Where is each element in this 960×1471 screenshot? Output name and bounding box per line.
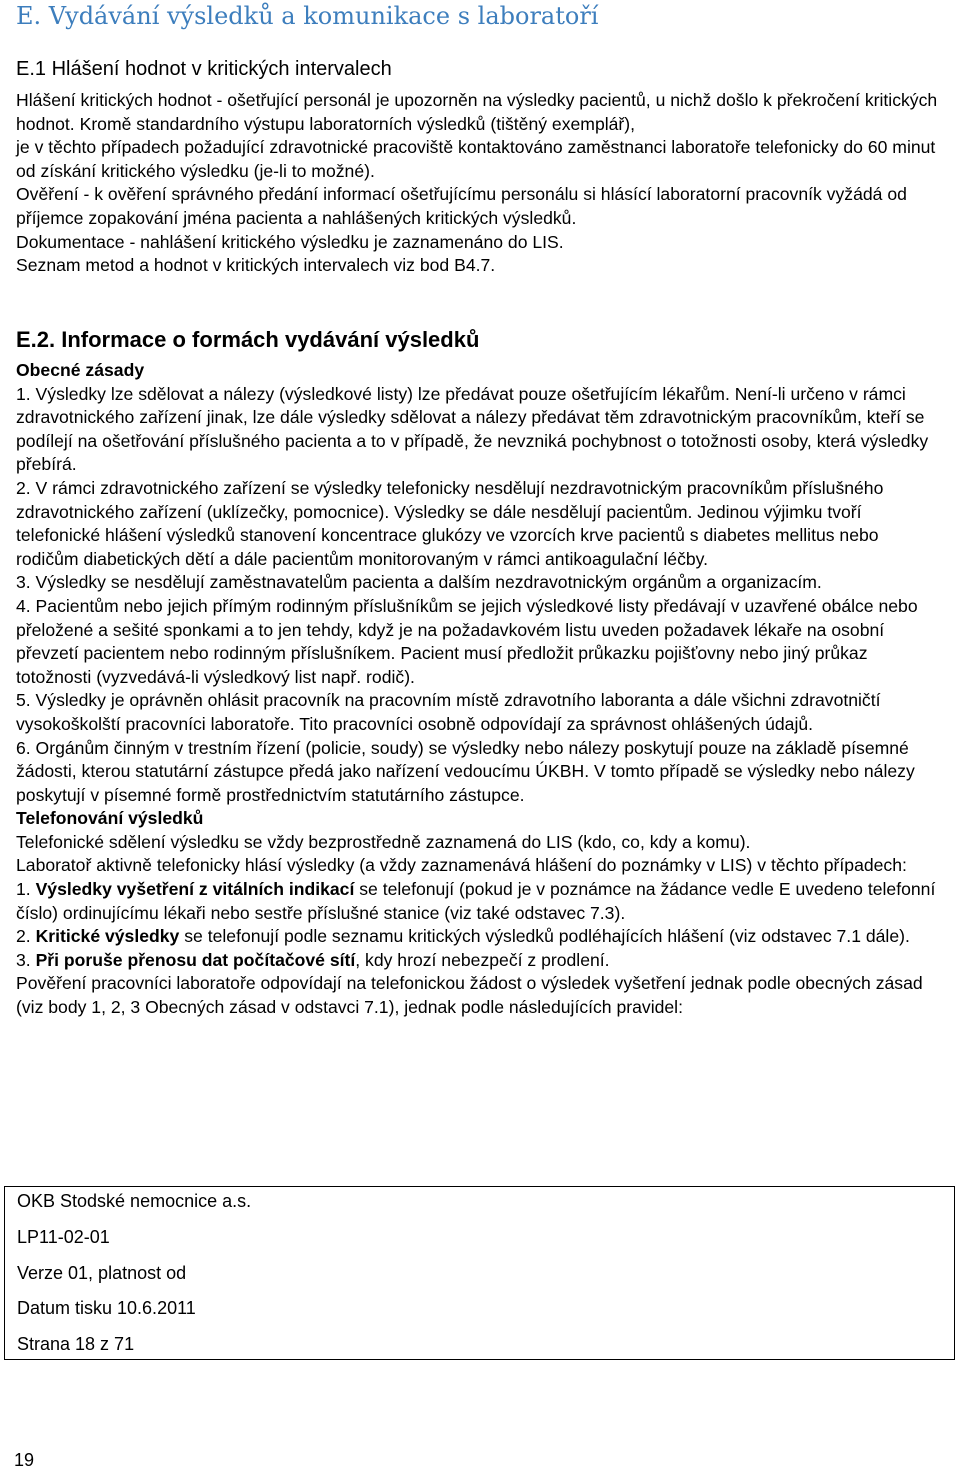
item-text: se telefonují podle seznamu kritických výsledků podléhajících hlášení (viz odstavec 7.1 dále). bbox=[179, 926, 910, 947]
list-item: 2. V rámci zdravotnického zařízení se výsledky telefonicky nesdělují nezdravotnickým pracovníkům příslušného zdravotnického zařízení (uklízečky, pomocnice). Výsledky se dále nesdělují pacientům. Jedinou výjimku tvoří telefonické hlášení výsledků stanovení koncentrace glukózy ve vzorcích krve pacientů s diabetes mellitus nebo rodičům diabetických dětí a dále pacientům monitorovaným v rámci antikoagulační léčby. bbox=[16, 477, 884, 569]
footer-box bbox=[4, 1186, 955, 1360]
page-number: 19 bbox=[14, 1450, 35, 1470]
phone-results-heading: Telefonování výsledků bbox=[16, 808, 204, 829]
list-item: 6. Orgánům činným v trestním řízení (policie, soudy) se výsledky nebo nálezy poskytují pouze na základě písemné žádosti, kterou statutární zástupce předá jako nařízení vedoucímu ÚKBH. V tomto případě se výsledky nebo nálezy poskytují v písemné formě prostřednictvím statutárního zástupce. bbox=[16, 737, 915, 805]
footer-version: Verze 01, platnost od bbox=[17, 1263, 187, 1283]
footer-org: OKB Stodské nemocnice a.s. bbox=[17, 1191, 252, 1211]
item-bold: Při poruše přenosu dat počítačové sítí bbox=[35, 949, 356, 970]
section-e1-title: E.1 Hlášení hodnot v kritických intervalech bbox=[16, 58, 392, 80]
paragraph: Pověření pracovníci laboratoře odpovídají na telefonickou žádost o výsledek vyšetření jednak podle obecných zásad (viz body 1, 2, 3 Obecných zásad v odstavci 7.1), jednak podle následujících pravidel: bbox=[16, 973, 923, 1018]
list-item: 1. Výsledky lze sdělovat a nálezy (výsledkové listy) lze předávat pouze ošetřujícím lékařům. Není-li určeno v rámci zdravotnického zařízení jinak, lze dále výsledky sdělovat a nálezy předávat těm zdravotnickým pracovníkům, kteří se podílejí na ošetřování příslušného pacienta a to v případě, že nevzniká pochybnost o totožnosti osoby, která výsledky přebírá. bbox=[16, 383, 929, 475]
paragraph: Dokumentace - nahlášení kritického výsledku je zaznamenáno do LIS. bbox=[16, 231, 564, 252]
list-item: 4. Pacientům nebo jejich přímým rodinným příslušníkům se jejich výsledkové listy předávají v uzavřené obálce nebo přeložené a sešité sponkami a to jen tehdy, když je na požadavkovém listu uveden požadavek lékaře na osobní převzetí pacientem nebo rodinným příslušníkem. Pacient musí předložit průkazku pojišťovny nebo jiný průkaz totožnosti (vyzvedává-li výsledkový list např. rodič). bbox=[16, 595, 918, 687]
item-number: 3. bbox=[16, 949, 36, 970]
footer-print-date: Datum tisku 10.6.2011 bbox=[17, 1298, 196, 1318]
section-e1-body bbox=[16, 89, 946, 278]
item-number: 2. bbox=[16, 926, 36, 947]
item-bold: Výsledky vyšetření z vitálních indikací bbox=[35, 879, 355, 900]
footer-page: Strana 18 z 71 bbox=[17, 1334, 135, 1354]
paragraph: Seznam metod a hodnot v kritických intervalech viz bod B4.7. bbox=[16, 255, 496, 276]
footer-code: LP11-02-01 bbox=[17, 1227, 110, 1247]
phone-item bbox=[16, 949, 946, 973]
list-item: 3. Výsledky se nesdělují zaměstnavatelům pacienta a dalším nezdravotnickým orgánům a organizacím. bbox=[16, 572, 822, 593]
item-text: se telefonují (pokud je v poznámce na žádance vedle E uvedeno telefonní číslo) ordinujícímu lékaři nebo sestře příslušné stanice (viz také odstavec 7.3). bbox=[16, 879, 936, 923]
phone-item bbox=[16, 878, 946, 925]
paragraph: Laboratoř aktivně telefonicky hlásí výsledky (a vždy zaznamenává hlášení do poznámky v LIS) v těchto případech: bbox=[16, 855, 907, 876]
item-number: 1. bbox=[16, 879, 36, 900]
main-heading: E. Vydávání výsledků a komunikace s laboratoří bbox=[16, 2, 599, 30]
section-e2-body bbox=[16, 359, 946, 1020]
item-text: , kdy hrozí nebezpečí z prodlení. bbox=[355, 949, 610, 970]
item-bold: Kritické výsledky bbox=[35, 926, 180, 947]
section-e2-title: E.2. Informace o formách vydávání výsledků bbox=[16, 327, 480, 352]
paragraph: Telefonické sdělení výsledku se vždy bezprostředně zaznamená do LIS (kdo, co, kdy a komu). bbox=[16, 831, 751, 852]
paragraph: Hlášení kritických hodnot - ošetřující personál je upozorněn na výsledky pacientů, u nichž došlo k překročení kritických hodnot. Kromě standardního výstupu laboratorních výsledků (tištěný exemplář), bbox=[16, 90, 938, 134]
list-item: 5. Výsledky je oprávněn ohlásit pracovník na pracovním místě zdravotního laboranta a dále všichni zdravotničtí vysokoškolští pracovníci laboratoře. Tito pracovníci osobně odpovídají za správnost ohlášených údajů. bbox=[16, 690, 881, 734]
paragraph: Ověření - k ověření správného předání informací ošetřujícímu personálu si hlásící laboratorní pracovník vyžádá od příjemce zopakování jména pacienta a nahlášených kritických výsledků. bbox=[16, 184, 907, 228]
paragraph: je v těchto případech požadující zdravotnické pracoviště kontaktováno zaměstnanci laboratoře telefonicky do 60 minut od získání kritického výsledku (je-li to možné). bbox=[16, 137, 936, 181]
phone-item bbox=[16, 925, 946, 949]
general-rules-heading: Obecné zásady bbox=[16, 360, 145, 380]
